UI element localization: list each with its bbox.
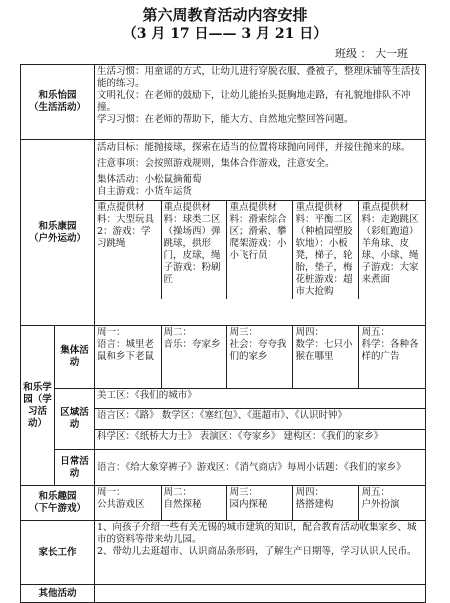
outdoor-goal: 活动目标：能抛接球，探索在适当的位置将球抛向同伴，并接住抛来的球。 [97,142,411,153]
life-item: 学习习惯：在老师的帮助下，能大方、自然地完整回答问题。 [97,114,354,125]
study-area-label: 区域活动 [55,389,95,450]
group-day-tue: 周二： 音乐：夸家乡 [161,326,227,388]
area-line: 科学区：《纸桥大力士》 表演区：《夸家乡》 建构区：《我们的家乡》 [95,429,425,449]
study-daily-content: 语言：《给大象穿裤子》游戏区：《消气商店》每周小话题：《我们的家乡》 [95,450,426,486]
group-day-wed: 周三： 社会：夸夸我们的家乡 [227,326,293,388]
fun-days [95,486,425,520]
parents-item: 1、向孩子介绍一些有关无锡的城市建筑的知识，配合教育活动收集家乡、城市的资料等带来幼儿园。 [97,522,417,545]
area-line: 语言区：《路》 数学区：《塞红包》、《逛超市》、《认识时钟》 [95,409,425,429]
station-4: 重点提供材料：平衡二区（种植园塑胶软地）：小板凳，梯子，轮胎，垫子，梅花桩游戏：超市大抢购 [293,201,359,300]
station-2: 重点提供材料：球类二区（操场西）弹跳球，拱形门，皮球，绳子游戏：粉刷匠 [161,201,227,300]
station-1: 重点提供材料：大型玩具2：游戏：学习跳绳 [95,201,161,300]
fun-day-thu: 周四： 搭搭建构 [293,486,359,520]
page-title: 第六周教育活动内容安排 [142,6,308,24]
row-fun [21,486,426,521]
outdoor-label: 和乐康园 （户外运动） [21,140,95,326]
study-daily-label: 日常活动 [55,450,95,486]
study-group-label: 集体活动 [55,326,95,389]
study-areas [95,389,425,449]
row-study-area [21,389,426,450]
fun-label: 和乐趣园 （下午游戏） [21,486,95,521]
study-group-days [95,326,425,388]
fun-day-wed: 周三： 园内探秘 [227,486,293,520]
life-item: 生活习惯：用童谣的方式，让幼儿进行穿脱衣服、叠被子，整理床铺等生活技能的练习。 [97,66,421,89]
outdoor-group-game: 集体活动：小松鼠摘葡萄 [97,174,202,185]
row-life [21,65,426,140]
fun-day-fri: 周五： 户外扮演 [359,486,425,520]
row-study-group [21,326,426,389]
area-line: 美工区：《我们的城市》 [95,389,425,409]
row-study-daily [21,450,426,486]
parents-label: 家长工作 [21,521,95,585]
group-day-thu: 周四： 数学：七只小猴在哪里 [293,326,359,388]
row-outdoor [21,140,426,326]
outdoor-free-game: 自主游戏：小货车运货 [97,186,193,197]
row-parents [21,521,426,585]
fun-day-tue: 周二： 自然探秘 [161,486,227,520]
station-5: 重点提供材料：走跑跳区（彩虹跑道）羊角球、皮球、小球、绳子游戏：大家来煮面 [359,201,425,300]
date-range: （3 月 17 日—— 3 月 21 日） [122,26,328,42]
life-item: 文明礼仪：在老师的鼓励下，让幼儿能抬头挺胸地走路，有礼貌地排队不冲撞。 [97,90,411,113]
outdoor-stations [95,200,425,299]
outdoor-notes: 注意事项：会按照游戏规则，集体合作游戏，注意安全。 [97,158,335,169]
class-label: 班级 ： 大一班 [335,47,408,60]
study-label: 和乐学园（学习活动） [21,326,55,486]
station-3: 重点提供材料：滑索综合区；滑索、攀爬架游戏：小小飞行员 [227,201,293,300]
parents-item: 2、带幼儿去逛超市、认识商品条形码，了解生产日期等，学习认识人民币。 [97,546,417,557]
parents-content [95,521,426,585]
group-day-fri: 周五： 科学：各种各样的广告 [359,326,425,388]
life-content [95,65,426,140]
other-label: 其他活动 [21,585,95,603]
fun-day-mon: 周一： 公共游戏区 [95,486,161,520]
group-day-mon: 周一： 语言：城里老鼠和乡下老鼠 [95,326,161,388]
schedule-table [20,64,426,603]
life-label: 和乐怡园 （生活活动） [21,65,95,140]
outdoor-content [95,140,426,326]
